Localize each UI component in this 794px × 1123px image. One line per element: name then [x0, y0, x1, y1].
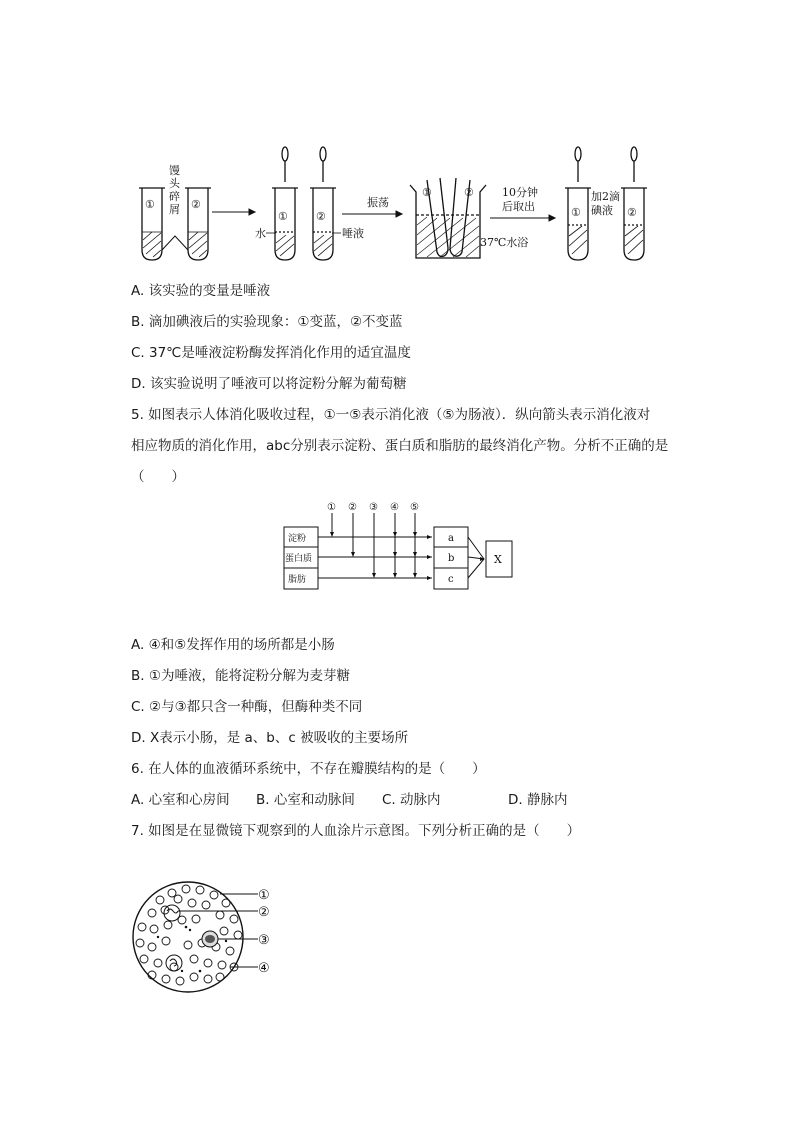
q4-option-d: D. 该实验说明了唾液可以将淀粉分解为葡萄糖 [131, 376, 407, 392]
q5-stem-line-1: 5. 如图表示人体消化吸收过程，①一⑤表示消化液（⑤为肠液）．纵向箭头表示消化液对 [131, 407, 651, 423]
final-hatch [569, 226, 643, 254]
tube-label-2: ② [191, 198, 201, 211]
product-c: c [448, 574, 454, 585]
platelets [157, 926, 227, 973]
q5-option-a: A. ④和⑤发挥作用的场所都是小肠 [131, 637, 335, 653]
enzyme-label-1: ① [327, 502, 336, 513]
shake-label: 振荡 [367, 196, 389, 209]
water-label: 水 [255, 227, 266, 240]
iodine-label-1: 加2滴 [591, 190, 620, 203]
q4-option-a: A. 该实验的变量是唾液 [131, 283, 271, 299]
saliva-label: 唾液 [342, 227, 364, 240]
smear-label-1: ① [258, 888, 270, 903]
tube-label-1b: ① [278, 210, 288, 223]
arrow-3 [490, 215, 555, 221]
q5-stem-line-2: 相应物质的消化作用，abc分别表示淀粉、蛋白质和脂肪的最终消化产物。分析不正确的是 [131, 438, 669, 454]
q5-stem-line-3: （ ） [131, 469, 185, 485]
iodine-label-2: 碘液 [591, 204, 613, 217]
q6-option-c: C. 动脉内 [382, 792, 441, 808]
bath-tube-2: ② [464, 186, 474, 199]
q7-stem: 7. 如图是在显微镜下观察到的人血涂片示意图。下列分析正确的是（ ） [131, 823, 581, 839]
time-label-1: 10分钟 [502, 186, 538, 199]
mantou-label-1: 馒 [169, 164, 180, 177]
q6-stem: 6. 在人体的血液循环系统中，不存在瓣膜结构的是（ ） [131, 761, 486, 777]
digestion-diagram [280, 495, 530, 600]
enzyme-label-3: ③ [369, 502, 378, 513]
enzyme-label-5: ⑤ [410, 502, 419, 513]
mantou-label-2: 头 [169, 177, 180, 190]
time-label-2: 后取出 [502, 200, 535, 213]
row-fat: 脂肪 [288, 575, 307, 585]
water-hatch [417, 217, 479, 257]
bath-label: 37℃水浴 [480, 236, 529, 249]
q4-option-b: B. 滴加碘液后的实验现象：①变蓝，②不变蓝 [131, 314, 403, 330]
row-protein: 蛋白质 [285, 554, 313, 564]
arrow-1 [212, 209, 255, 215]
product-b: b [448, 553, 455, 564]
arrow-2 [342, 211, 402, 217]
row-starch: 淀粉 [288, 534, 307, 544]
mantou-label-3: 碎 [169, 190, 180, 203]
mantou-label-4: 屑 [169, 203, 180, 216]
smear-label-2: ② [258, 905, 270, 920]
blood-smear-figure [130, 875, 280, 1000]
enzyme-label-4: ④ [390, 502, 399, 513]
final-tube-2: ② [627, 206, 637, 219]
q5-option-c: C. ②与③都只含一种酶，但酶种类不同 [131, 699, 363, 715]
tube-label-1: ① [145, 198, 155, 211]
tube-label-2b: ② [316, 210, 326, 223]
q5-option-b: B. ①为唾液，能将淀粉分解为麦芽糖 [131, 668, 350, 684]
q5-option-d: D. X表示小肠，是 a、b、c 被吸收的主要场所 [131, 730, 409, 746]
final-tube-1: ① [571, 206, 581, 219]
q4-option-c: C. 37℃是唾液淀粉酶发挥消化作用的适宜温度 [131, 345, 411, 361]
q6-option-d: D. 静脉内 [508, 792, 568, 808]
smear-label-4: ④ [258, 961, 270, 976]
q6-option-b: B. 心室和动脉间 [256, 792, 355, 808]
enzyme-arrows [332, 513, 415, 576]
enzyme-label-2: ② [348, 502, 357, 513]
q6-option-a: A. 心室和心房间 [131, 792, 230, 808]
experiment-figure [130, 140, 670, 270]
product-a: a [448, 533, 454, 544]
x-label: X [494, 553, 502, 566]
hatch-fill-2 [276, 235, 332, 256]
bath-tube-1: ① [422, 186, 432, 199]
red-blood-cells [136, 885, 242, 985]
smear-label-3: ③ [258, 933, 270, 948]
tubes-with-droppers [272, 147, 336, 260]
